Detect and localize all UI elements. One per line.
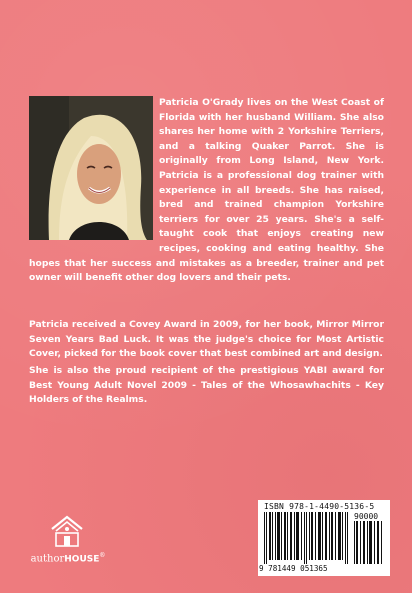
bio-text: Patricia O'Grady lives on the West Coast of Florida with her husband William. She also shares her home with 2 Yorkshire Terriers, and a talking Quaker Parrot. She is originally from Long Island, New York. Patricia is a professional dog trainer with experience in all breeds. She has raised, bred and trained champion Yorkshire terriers for over 25 years. She's a self-taught cook that enjoys creating new recipes, cooking and eating healthy. She hopes that her success and mistakes as a breeder, trainer and pet owner will benefit other dog lovers and their pets.	[29, 97, 384, 284]
author-bio-paragraph	[29, 96, 384, 286]
yabi-award-paragraph: She is also the proud recipient of the prestigious YABI award for Best Young Adult Novel 2009 - Tales of the Whosawhachits - Key Holders of the Realms.	[29, 365, 384, 406]
price-code: 90000	[354, 512, 379, 521]
authorhouse-logo-icon	[50, 515, 84, 547]
award-paragraph: Patricia received a Covey Award in 2009, for her book, Mirror Mirror Seven Years Bad Luck. It was the judge's choice for Most Artistic Cover, picked for the book cover that best combined art and design.	[29, 319, 384, 360]
barcode-digits: 9 781449 051365	[259, 564, 328, 573]
price-addon-bars	[354, 521, 384, 564]
isbn-barcode	[258, 500, 390, 576]
barcode-bars	[264, 512, 350, 564]
publisher-logo	[26, 515, 110, 575]
isbn-number: ISBN 978-1-4490-5136-5	[264, 502, 375, 511]
publisher-name: authorHOUSE®	[30, 552, 106, 565]
